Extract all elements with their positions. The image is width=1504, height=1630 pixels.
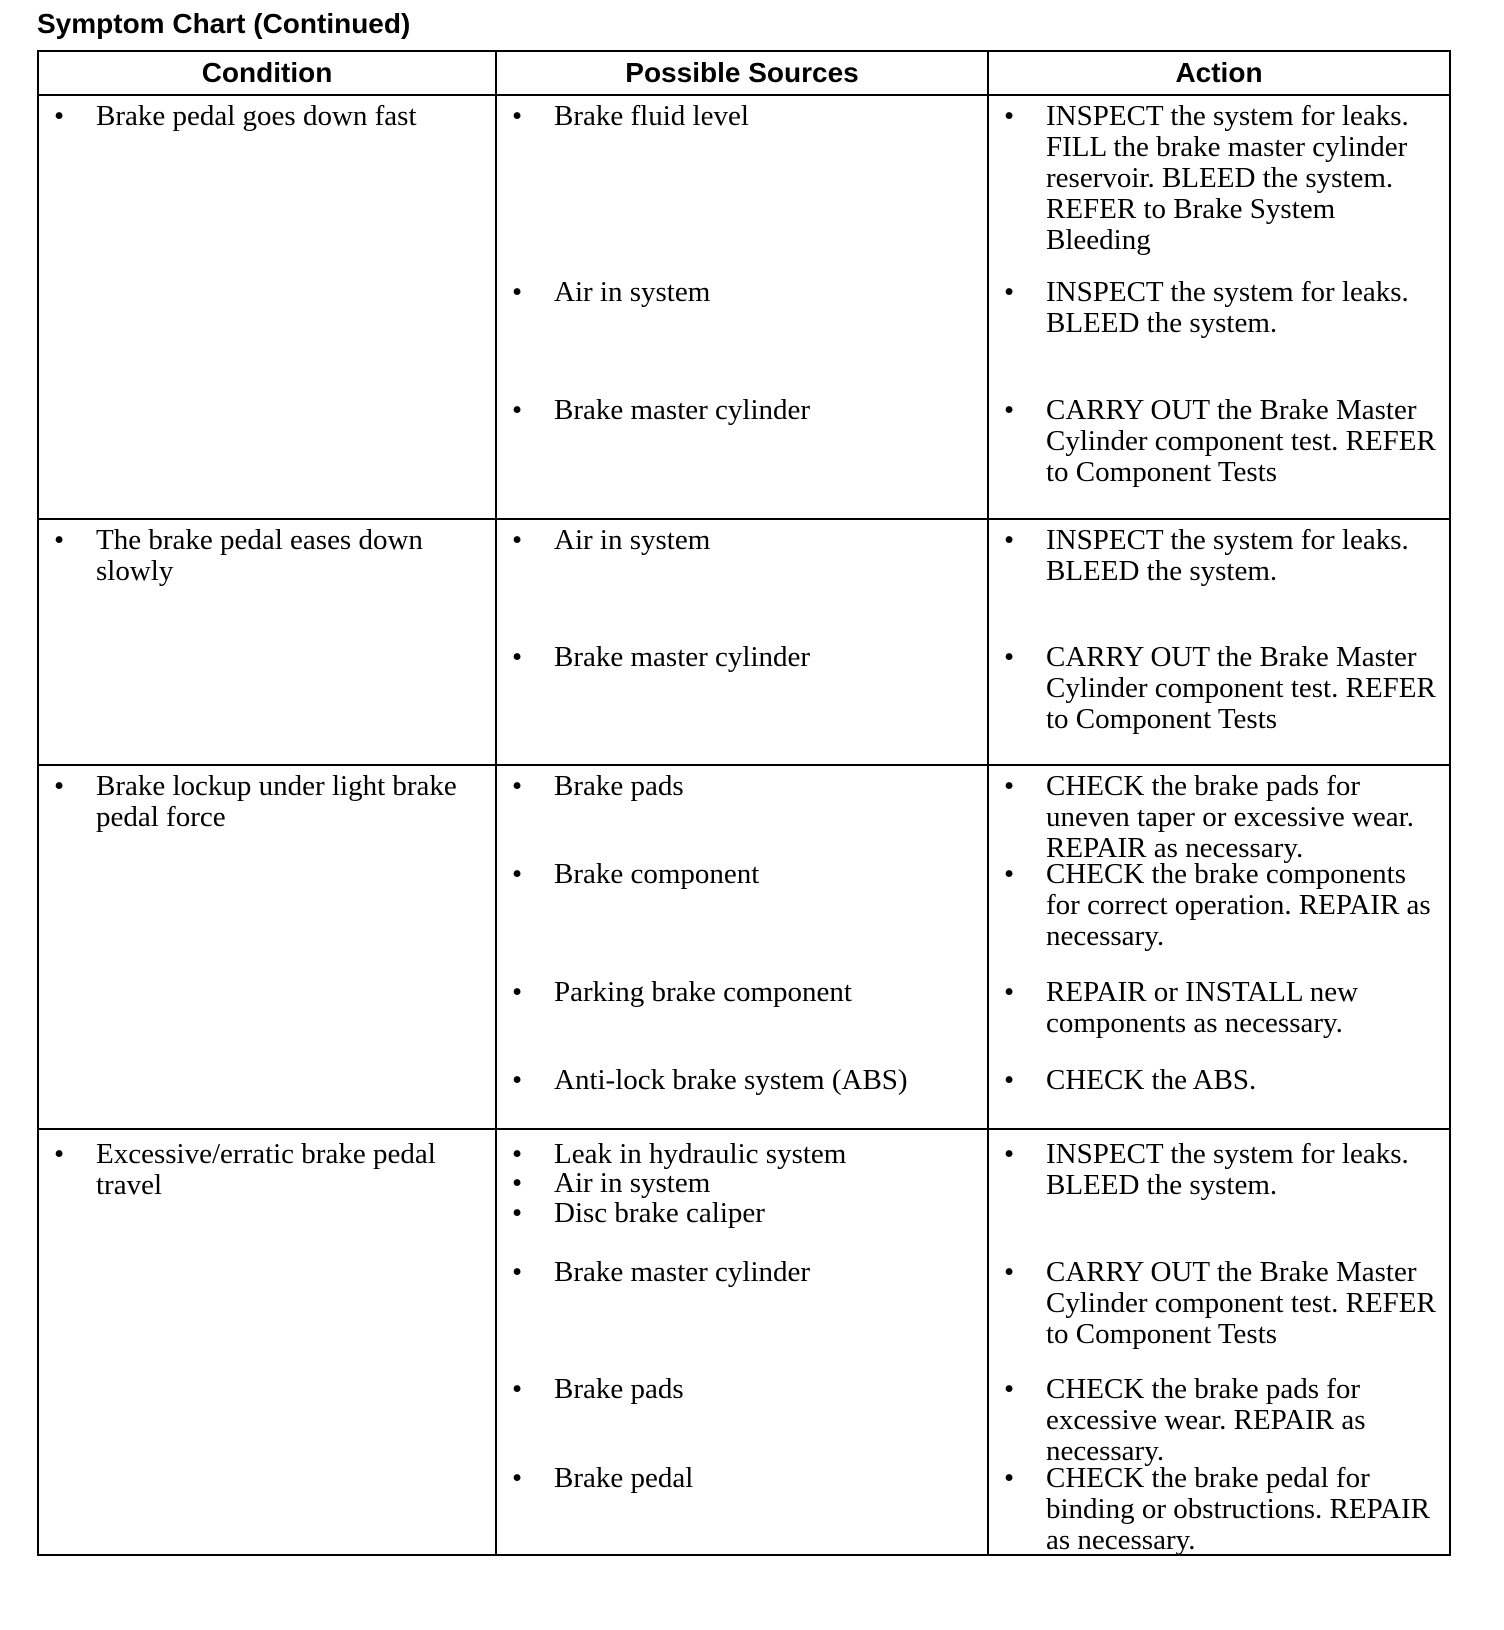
bullet: • <box>512 976 523 1008</box>
source-text: Parking brake component <box>554 976 852 1008</box>
list-item <box>497 101 987 132</box>
source-text: Brake component <box>554 858 760 890</box>
source-text: Brake pads <box>554 1373 684 1405</box>
list-item <box>497 859 987 890</box>
bullet: • <box>1004 1373 1015 1405</box>
list-item <box>989 1374 1449 1467</box>
list-item <box>497 1257 987 1288</box>
list-item <box>497 1065 987 1096</box>
source-text: Brake master cylinder <box>554 1256 811 1288</box>
list-item <box>39 771 495 833</box>
action-text: CARRY OUT the Brake Master Cylinder component test. REFER to Component Tests <box>1046 1256 1436 1350</box>
condition-text: Brake lockup under light brake pedal force <box>96 770 457 833</box>
bullet: • <box>512 524 523 556</box>
list-item <box>497 977 987 1008</box>
action-text: INSPECT the system for leaks. BLEED the system. <box>1046 524 1409 587</box>
bullet: • <box>512 770 523 802</box>
source-text: Air in system <box>554 1167 711 1199</box>
action-text: CHECK the brake pads for excessive wear. REPAIR as necessary. <box>1046 1373 1366 1467</box>
list-item <box>989 1139 1449 1201</box>
bullet: • <box>512 1167 523 1199</box>
action-text: INSPECT the system for leaks. BLEED the system. <box>1046 1138 1409 1201</box>
bullet: • <box>512 641 523 673</box>
action-text: CHECK the ABS. <box>1046 1064 1257 1096</box>
source-text: Brake master cylinder <box>554 641 811 673</box>
list-item <box>39 525 495 587</box>
list-item <box>39 1139 495 1201</box>
bullet: • <box>1004 1138 1015 1170</box>
list-item <box>989 859 1449 952</box>
table-row <box>38 95 1450 519</box>
list-item <box>989 1463 1449 1556</box>
bullet: • <box>54 770 65 802</box>
source-text: Air in system <box>554 276 711 308</box>
sources-cell <box>496 519 988 765</box>
source-text: Brake pedal <box>554 1462 694 1494</box>
source-text: Brake pads <box>554 770 684 802</box>
symptom-chart-table <box>37 50 1451 1556</box>
bullet: • <box>512 1256 523 1288</box>
bullet: • <box>512 1373 523 1405</box>
table-row <box>38 1129 1450 1555</box>
action-cell <box>988 1129 1450 1555</box>
source-text: Anti-lock brake system (ABS) <box>554 1064 908 1096</box>
action-text: REPAIR or INSTALL new components as necessary. <box>1046 976 1359 1039</box>
action-text: CARRY OUT the Brake Master Cylinder component test. REFER to Component Tests <box>1046 394 1436 488</box>
header-possible-sources: Possible Sources <box>496 51 988 95</box>
bullet: • <box>1004 394 1015 426</box>
list-item <box>989 277 1449 339</box>
bullet: • <box>512 858 523 890</box>
bullet: • <box>1004 1064 1015 1096</box>
bullet: • <box>54 1138 65 1170</box>
bullet: • <box>1004 276 1015 308</box>
action-text: CHECK the brake pads for uneven taper or excessive wear. REPAIR as necessary. <box>1046 770 1414 864</box>
list-item <box>989 525 1449 587</box>
list-item <box>497 525 987 556</box>
list-item <box>497 1463 987 1494</box>
source-text: Air in system <box>554 524 711 556</box>
action-cell <box>988 95 1450 519</box>
header-condition: Condition <box>38 51 496 95</box>
list-item <box>39 101 495 132</box>
list-item <box>497 1139 987 1170</box>
source-text: Brake master cylinder <box>554 394 811 426</box>
bullet: • <box>1004 641 1015 673</box>
bullet: • <box>54 100 65 132</box>
bullet: • <box>512 394 523 426</box>
list-item <box>989 395 1449 488</box>
bullet: • <box>1004 976 1015 1008</box>
condition-cell <box>38 519 496 765</box>
page-title: Symptom Chart (Continued) <box>37 8 411 39</box>
condition-text: Excessive/erratic brake pedal travel <box>96 1138 436 1201</box>
list-item <box>989 101 1449 256</box>
bullet: • <box>1004 1462 1015 1494</box>
list-item <box>497 771 987 802</box>
sources-cell <box>496 1129 988 1555</box>
list-item <box>497 1198 987 1229</box>
bullet: • <box>512 1064 523 1096</box>
action-text: CHECK the brake components for correct operation. REPAIR as necessary. <box>1046 858 1431 952</box>
bullet: • <box>1004 100 1015 132</box>
list-item <box>989 771 1449 864</box>
bullet: • <box>1004 524 1015 556</box>
bullet: • <box>1004 770 1015 802</box>
bullet: • <box>512 100 523 132</box>
action-text: INSPECT the system for leaks. BLEED the system. <box>1046 276 1409 339</box>
list-item <box>989 1257 1449 1350</box>
list-item <box>497 642 987 673</box>
list-item <box>989 1065 1449 1096</box>
source-text: Brake fluid level <box>554 100 749 132</box>
list-item <box>497 1374 987 1405</box>
list-item <box>989 977 1449 1039</box>
bullet: • <box>512 1138 523 1170</box>
list-item <box>497 395 987 426</box>
table-row <box>38 765 1450 1129</box>
source-text: Disc brake caliper <box>554 1197 765 1229</box>
action-text: CARRY OUT the Brake Master Cylinder component test. REFER to Component Tests <box>1046 641 1436 735</box>
sources-cell <box>496 765 988 1129</box>
header-action: Action <box>988 51 1450 95</box>
bullet: • <box>1004 858 1015 890</box>
condition-text: Brake pedal goes down fast <box>96 100 417 132</box>
table-header-row <box>38 51 1450 95</box>
source-text: Leak in hydraulic system <box>554 1138 847 1170</box>
bullet: • <box>512 276 523 308</box>
condition-cell <box>38 765 496 1129</box>
bullet: • <box>54 524 65 556</box>
sources-cell <box>496 95 988 519</box>
condition-cell <box>38 95 496 519</box>
action-text: CHECK the brake pedal for binding or obstructions. REPAIR as necessary. <box>1046 1462 1431 1556</box>
action-cell <box>988 765 1450 1129</box>
list-item <box>989 642 1449 735</box>
bullet: • <box>1004 1256 1015 1288</box>
list-item <box>497 1168 987 1199</box>
list-item <box>497 277 987 308</box>
table-row <box>38 519 1450 765</box>
action-cell <box>988 519 1450 765</box>
bullet: • <box>512 1197 523 1229</box>
condition-cell <box>38 1129 496 1555</box>
action-text: INSPECT the system for leaks. FILL the brake master cylinder reservoir. BLEED the system. REFER to Brake System Bleeding <box>1046 100 1409 256</box>
condition-text: The brake pedal eases down slowly <box>96 524 423 587</box>
bullet: • <box>512 1462 523 1494</box>
